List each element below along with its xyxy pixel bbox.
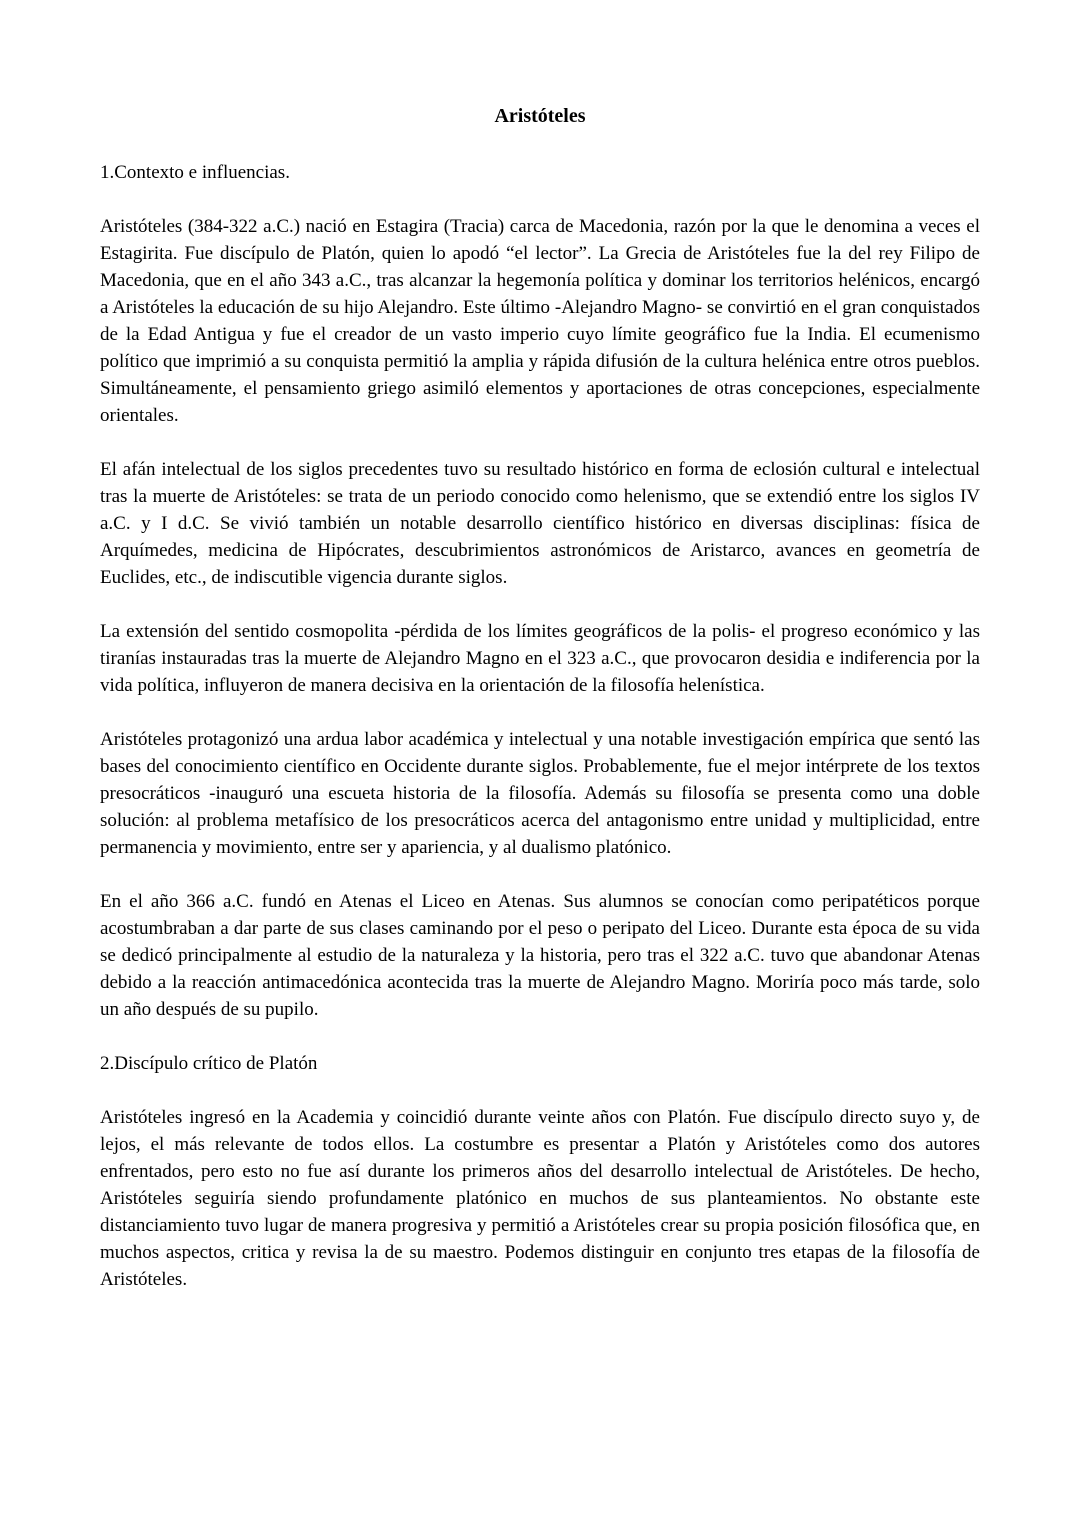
section-heading-disciple: 2.Discípulo crítico de Platón — [100, 1053, 318, 1074]
paragraph-hellenism: El afán intelectual de los siglos precedentes tuvo su resultado histórico en forma de eclosión cultural e intelectual tras la muerte de Aristóteles: se trata de un periodo conocido como helenismo, que se extendió entre los siglos IV a.C. y I d.C. Se vivió también un notable desarrollo científico histórico en diversas disciplinas: física de Arquímedes, medicina de Hipócrates, descubrimientos astronómicos de Aristarco, avances en geometría de Euclides, etc., de indiscutible vigencia durante siglos. — [100, 459, 980, 588]
paragraph-cosmopolitanism: La extensión del sentido cosmopolita -pérdida de los límites geográficos de la polis- el progreso económico y las tiranías instauradas tras la muerte de Alejandro Magno en el 323 a.C., que provocaron desidia e indiferencia por la vida política, influyeron de manera decisiva en la orientación de la filosofía helenística. — [100, 621, 980, 696]
section-heading-context: 1.Contexto e influencias. — [100, 162, 290, 183]
paragraph-academic-work: Aristóteles protagonizó una ardua labor académica y intelectual y una notable investigación empírica que sentó las bases del conocimiento científico en Occidente durante siglos. Probablemente, fue el mejor intérprete de los textos presocráticos -inauguró una escueta historia de la filosofía. Además su filosofía se presenta como una doble solución: al problema metafísico de los presocráticos acerca del antagonismo entre unidad y multiplicidad, entre permanencia y movimiento, entre ser y apariencia, y al dualismo platónico. — [100, 729, 980, 858]
paragraph-academy: Aristóteles ingresó en la Academia y coincidió durante veinte años con Platón. Fue discípulo directo suyo y, de lejos, el más relevante de todos ellos. La costumbre es presentar a Platón y Aristóteles como dos autores enfrentados, pero esto no fue así durante los primeros años del desarrollo intelectual de Aristóteles. De hecho, Aristóteles seguiría siendo profundamente platónico en muchos de sus planteamientos. No obstante este distanciamiento tuvo lugar de manera progresiva y permitió a Aristóteles crear su propia posición filosófica que, en muchos aspectos, critica y revisa la de su maestro. Podemos distinguir en conjunto tres etapas de la filosofía de Aristóteles. — [100, 1107, 980, 1290]
paragraph-lyceum: En el año 366 a.C. fundó en Atenas el Liceo en Atenas. Sus alumnos se conocían como peripatéticos porque acostumbraban a dar parte de sus clases caminando por el peso o peripato del Liceo. Durante esta época de su vida se dedicó principalmente al estudio de la naturaleza y la historia, pero tras el 322 a.C. tuvo que abandonar Atenas debido a la reacción antimacedónica acontecida tras la muerte de Alejandro Magno. Moriría poco más tarde, solo un año después de su pupilo. — [100, 891, 980, 1020]
document-title: Aristóteles — [494, 105, 586, 127]
paragraph-biography: Aristóteles (384-322 a.C.) nació en Estagira (Tracia) carca de Macedonia, razón por la que le denomina a veces el Estagirita. Fue discípulo de Platón, quien lo apodó “el lector”. La Grecia de Aristóteles fue la del rey Filipo de Macedonia, que en el año 343 a.C., tras alcanzar la hegemonía política y dominar los territorios helénicos, encargó a Aristóteles la educación de su hijo Alejandro. Este último -Alejandro Magno- se convirtió en el gran conquistados de la Edad Antigua y fue el creador de un vasto imperio cuyo límite geográfico fue la India. El ecumenismo político que imprimió a su conquista permitió la amplia y rápida difusión de la cultura helénica entre otros pueblos. Simultáneamente, el pensamiento griego asimiló elementos y aportaciones de otras concepciones, especialmente orientales. — [100, 216, 980, 426]
